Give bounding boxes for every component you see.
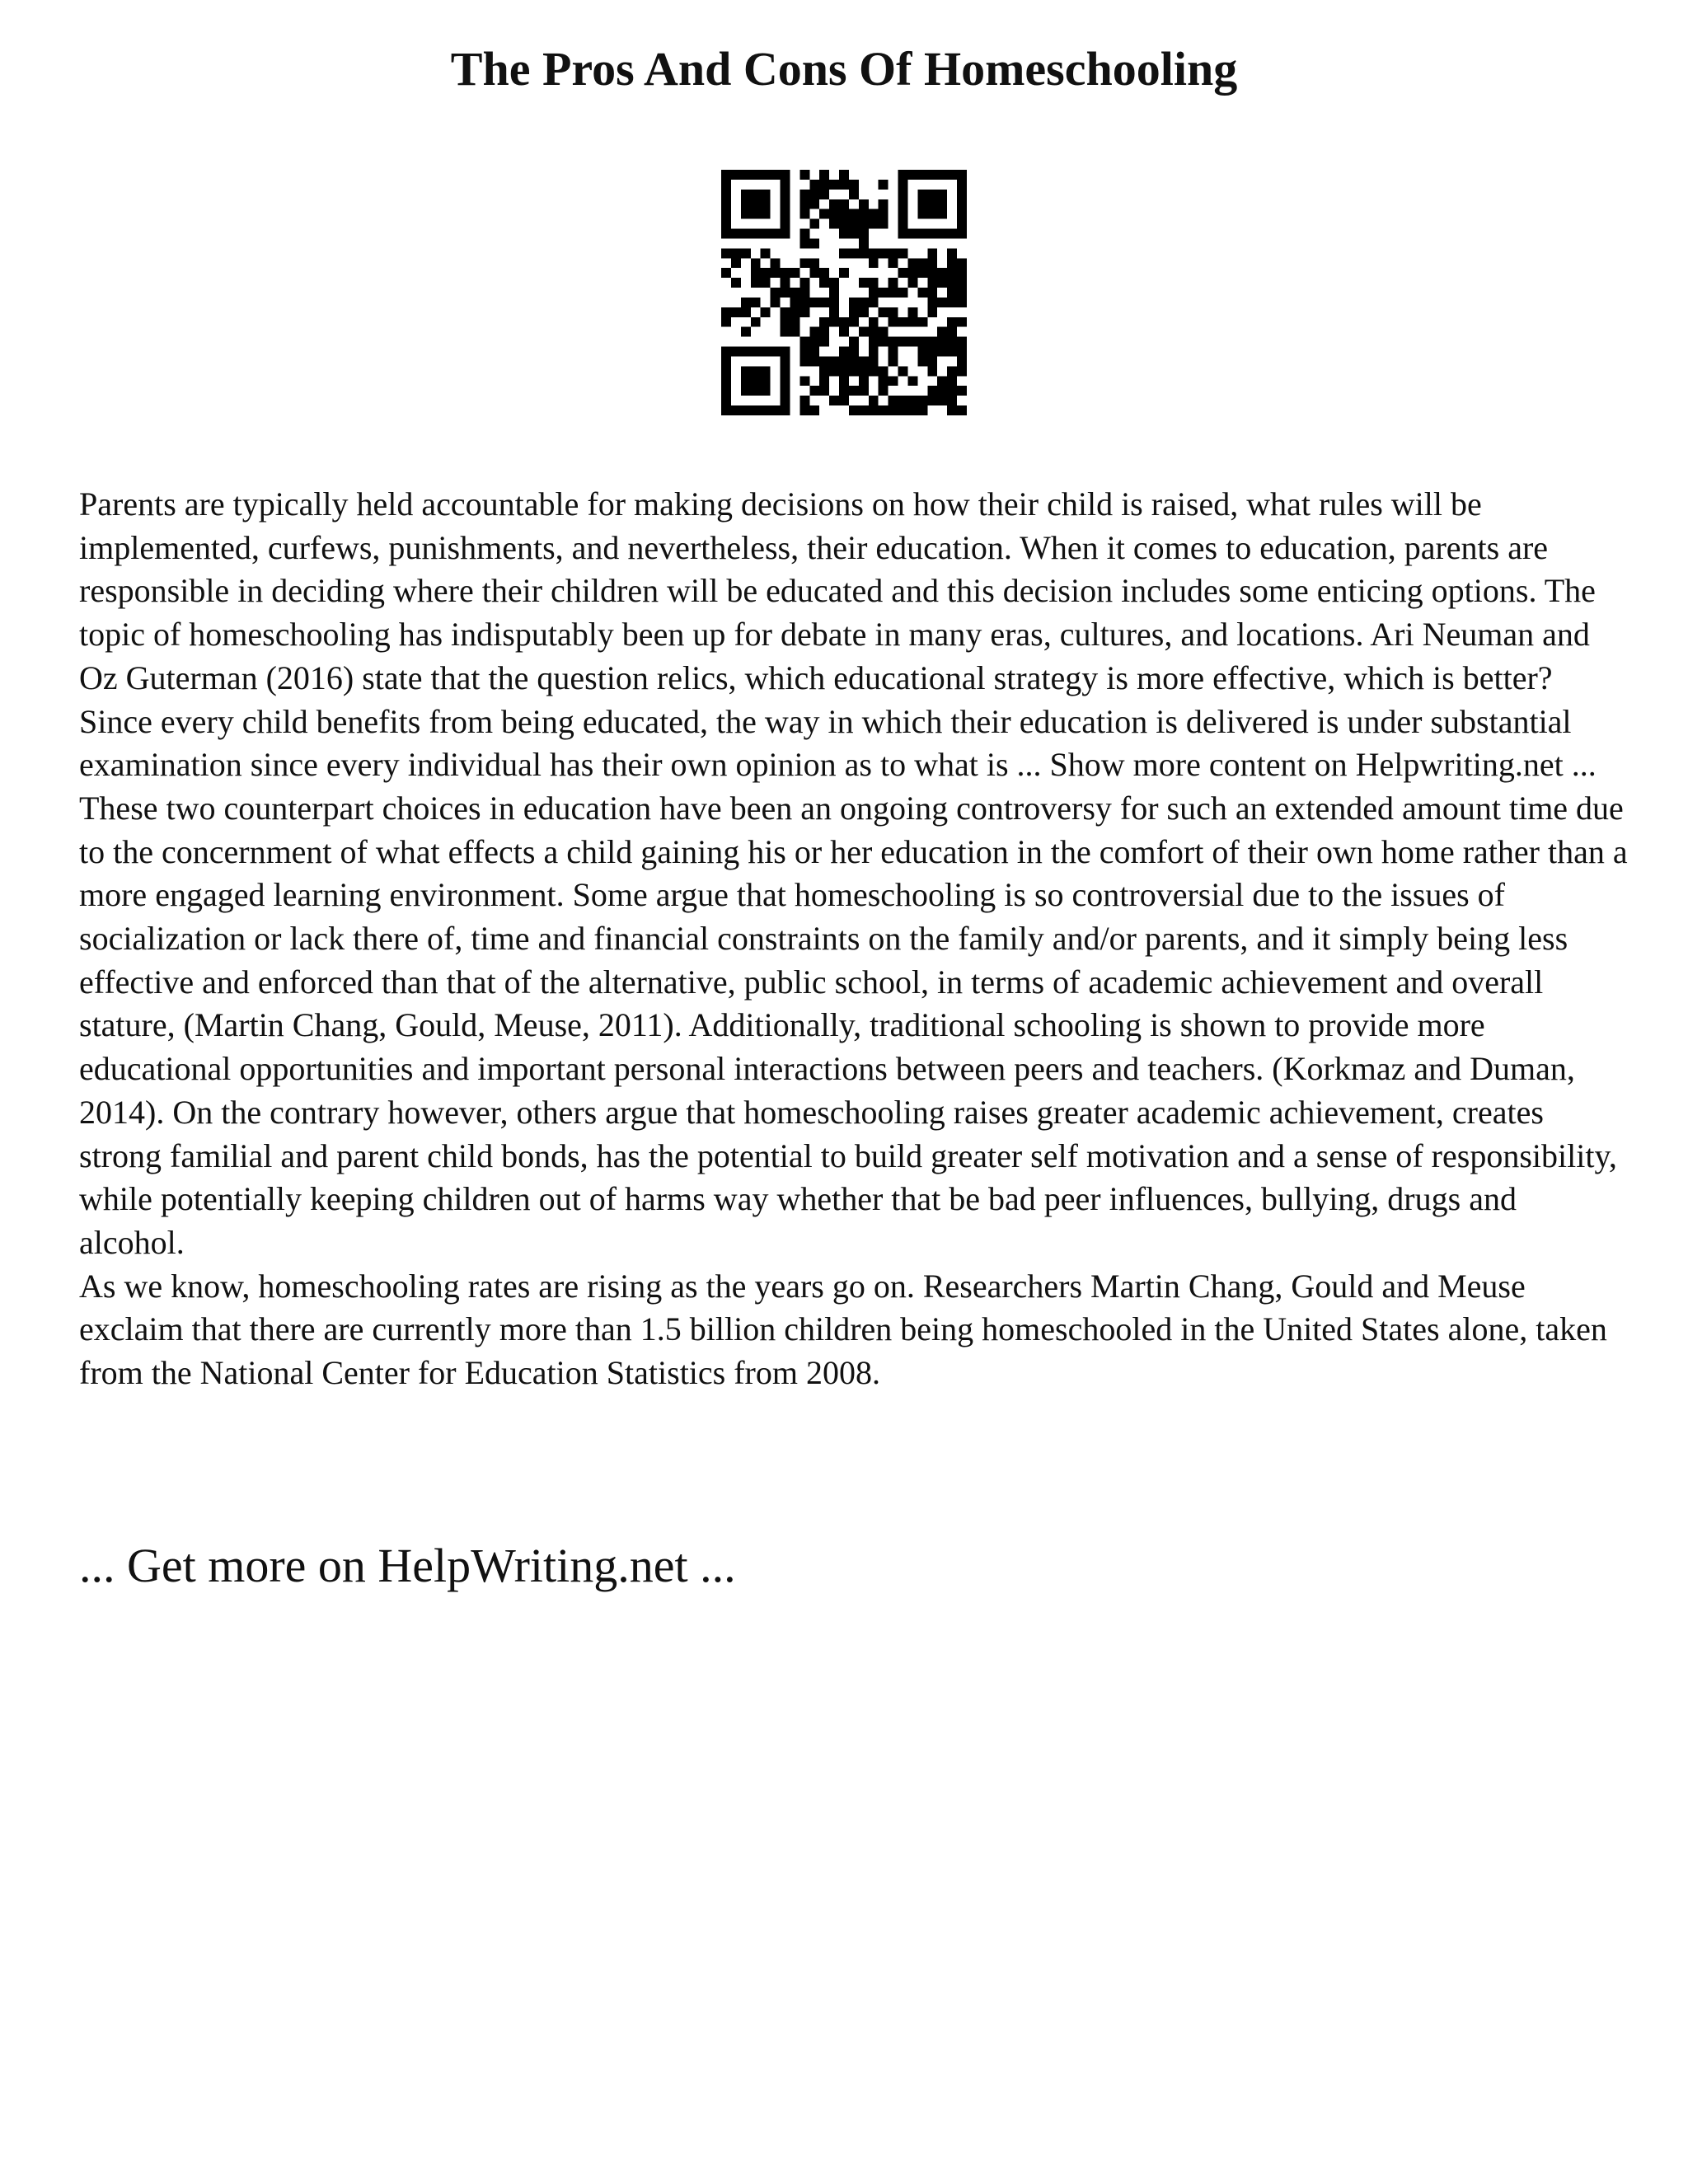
qr-code-icon [721, 170, 967, 415]
page-title: The Pros And Cons Of Homeschooling [450, 42, 1238, 96]
get-more-link[interactable]: ... Get more on HelpWriting.net ... [79, 1539, 736, 1592]
paragraph-1: Parents are typically held accountable for making decisions on how their child is raised, what rules will be implemented, curfews, punishments, and nevertheless, their education. When it comes to education, parents are responsible in deciding where their children will be educated and this decision includes some enticing options. The topic of homeschooling has indisputably been up for debate in many eras, cultures, and locations. Ari Neuman and Oz Guterman (2016) state that the question relics, which educational strategy is more effective, which is better? Since every child benefits from being educated, the way in which their education is delivered is under substantial examination since every individual has their own opinion as to what is ... Show more content on Helpwriting.net ... [79, 485, 1597, 784]
paragraph-3: As we know, homeschooling rates are rising as the years go on. Researchers Martin Chang, Gould and Meuse exclaim that there are currently more than 1.5 billion children being homeschooled in the United States alone, taken from the National Center for Education Statistics from 2008. [79, 1267, 1607, 1392]
paragraph-2: These two counterpart choices in education have been an ongoing controversy for such an extended amount time due to the concernment of what effects a child gaining his or her education in the comfort of their own home rather than a more engaged learning environment. Some argue that homeschooling is so controversial due to the issues of socialization or lack there of, time and financial constraints on the family and/or parents, and it simply being less effective and enforced than that of the alternative, public school, in terms of academic achievement and overall stature, (Martin Chang, Gould, Meuse, 2011). Additionally, traditional schooling is shown to provide more educational opportunities and important personal interactions between peers and teachers. (Korkmaz and Duman, 2014). On the contrary however, others argue that homeschooling raises greater academic achievement, creates strong familial and parent child bonds, has the potential to build greater self motivation and a sense of responsibility, while potentially keeping children out of harms way whether that be bad peer influences, bullying, drugs and alcohol. [79, 789, 1628, 1261]
article-body [79, 483, 1629, 1395]
